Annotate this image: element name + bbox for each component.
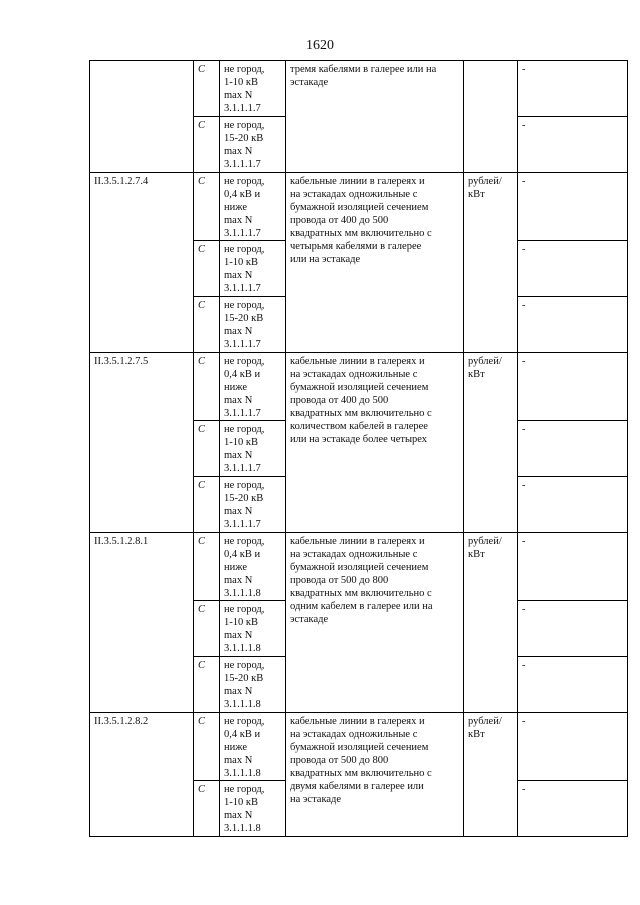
- value-cell: -: [518, 533, 628, 601]
- table-row: [90, 353, 628, 421]
- category-cell: С: [194, 781, 220, 837]
- category-cell: С: [194, 297, 220, 353]
- voltage-level-cell: не город, 15-20 кВ max N 3.1.1.1.7: [220, 297, 286, 353]
- category-cell: С: [194, 61, 220, 117]
- voltage-level-cell: не город, 1-10 кВ max N 3.1.1.1.8: [220, 601, 286, 657]
- unit-cell: [464, 61, 518, 173]
- table-row: [90, 173, 628, 241]
- category-cell: С: [194, 421, 220, 477]
- value-cell: -: [518, 297, 628, 353]
- table-row: [90, 533, 628, 601]
- description-cell: кабельные линии в галереях и на эстакадах одножильные с бумажной изоляцией сечением провода от 500 до 800 квадратных мм включительно с одним кабелем в галерее или на эстакаде: [286, 533, 464, 713]
- value-cell: -: [518, 173, 628, 241]
- description-cell: кабельные линии в галереях и на эстакадах одножильные с бумажной изоляцией сечением провода от 400 до 500 квадратных мм включительно с четырьмя кабелями в галерее или на эстакаде: [286, 173, 464, 353]
- value-cell: -: [518, 781, 628, 837]
- voltage-level-cell: не город, 1-10 кВ max N 3.1.1.1.7: [220, 241, 286, 297]
- category-cell: С: [194, 657, 220, 713]
- category-cell: С: [194, 117, 220, 173]
- value-cell: -: [518, 601, 628, 657]
- voltage-level-cell: не город, 1-10 кВ max N 3.1.1.1.7: [220, 421, 286, 477]
- category-cell: С: [194, 173, 220, 241]
- value-cell: -: [518, 353, 628, 421]
- voltage-level-cell: не город, 15-20 кВ max N 3.1.1.1.7: [220, 477, 286, 533]
- item-number-cell: II.3.5.1.2.8.2: [90, 713, 194, 837]
- table-row: [90, 61, 628, 117]
- value-cell: -: [518, 713, 628, 781]
- voltage-level-cell: не город, 0,4 кВ и ниже max N 3.1.1.1.8: [220, 533, 286, 601]
- item-number-cell: II.3.5.1.2.7.4: [90, 173, 194, 353]
- unit-cell: рублей/ кВт: [464, 173, 518, 353]
- voltage-level-cell: не город, 0,4 кВ и ниже max N 3.1.1.1.8: [220, 713, 286, 781]
- voltage-level-cell: не город, 0,4 кВ и ниже max N 3.1.1.1.7: [220, 173, 286, 241]
- value-cell: -: [518, 61, 628, 117]
- tariff-table: [89, 60, 628, 837]
- category-cell: С: [194, 353, 220, 421]
- voltage-level-cell: не город, 0,4 кВ и ниже max N 3.1.1.1.7: [220, 353, 286, 421]
- description-cell: тремя кабелями в галерее или на эстакаде: [286, 61, 464, 173]
- category-cell: С: [194, 533, 220, 601]
- voltage-level-cell: не город, 15-20 кВ max N 3.1.1.1.7: [220, 117, 286, 173]
- value-cell: -: [518, 477, 628, 533]
- category-cell: С: [194, 477, 220, 533]
- value-cell: -: [518, 421, 628, 477]
- voltage-level-cell: не город, 15-20 кВ max N 3.1.1.1.8: [220, 657, 286, 713]
- unit-cell: рублей/ кВт: [464, 353, 518, 533]
- value-cell: -: [518, 241, 628, 297]
- voltage-level-cell: не город, 1-10 кВ max N 3.1.1.1.8: [220, 781, 286, 837]
- description-cell: кабельные линии в галереях и на эстакадах одножильные с бумажной изоляцией сечением провода от 500 до 800 квадратных мм включительно с двумя кабелями в галерее или на эстакаде: [286, 713, 464, 837]
- table-row: [90, 713, 628, 781]
- category-cell: С: [194, 713, 220, 781]
- description-cell: кабельные линии в галереях и на эстакадах одножильные с бумажной изоляцией сечением провода от 400 до 500 квадратных мм включительно с количеством кабелей в галерее или на эстакаде более четырех: [286, 353, 464, 533]
- value-cell: -: [518, 117, 628, 173]
- item-number-cell: II.3.5.1.2.7.5: [90, 353, 194, 533]
- category-cell: С: [194, 241, 220, 297]
- page-number: 1620: [306, 38, 334, 53]
- value-cell: -: [518, 657, 628, 713]
- voltage-level-cell: не город, 1-10 кВ max N 3.1.1.1.7: [220, 61, 286, 117]
- item-number-cell: [90, 61, 194, 173]
- unit-cell: рублей/ кВт: [464, 713, 518, 837]
- unit-cell: рублей/ кВт: [464, 533, 518, 713]
- item-number-cell: II.3.5.1.2.8.1: [90, 533, 194, 713]
- category-cell: С: [194, 601, 220, 657]
